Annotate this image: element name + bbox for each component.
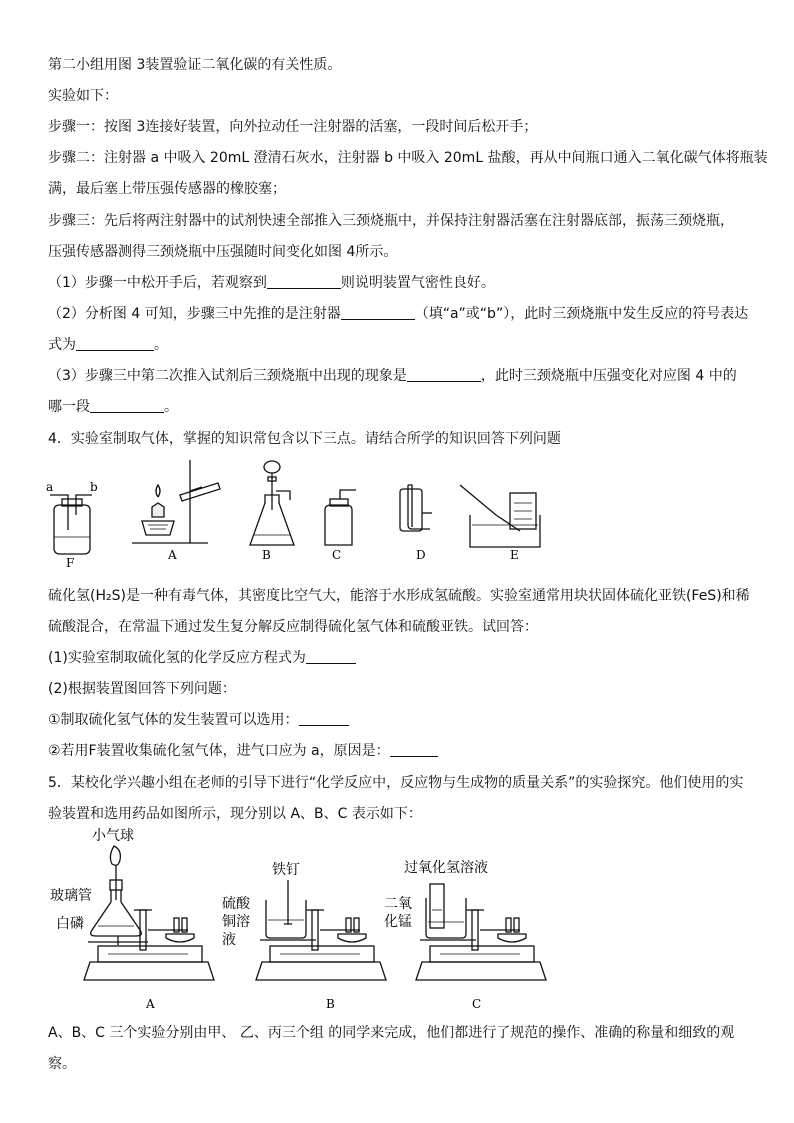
q1-answer-blank[interactable] xyxy=(267,274,341,289)
q2-text-a: （2）分析图 4 可知，步骤三中先推的是注射器 xyxy=(48,306,341,322)
q2-answer-blank-1[interactable] xyxy=(341,305,415,320)
q5-conclusion-2: 察。 xyxy=(48,1056,76,1072)
question-3-cont xyxy=(48,398,748,416)
label-glass-tube: 玻璃管 xyxy=(50,888,92,904)
balance-figure-c xyxy=(380,850,580,1020)
apparatus-a xyxy=(132,460,220,543)
q4-sub-2-1-text: ①制取硫化氢气体的发生装置可以选用： xyxy=(48,712,299,728)
question-3 xyxy=(48,367,748,385)
label-white-phosphorus: 白磷 xyxy=(56,916,84,932)
label-mno2-2: 化锰 xyxy=(384,914,412,930)
caption-b: B xyxy=(326,997,335,1011)
q3-text-a: （3）步骤三中第二次推入试剂后三颈烧瓶中出现的现象是 xyxy=(48,368,407,384)
intro-line: 第二小组用图 3装置验证二氧化碳的有关性质。 xyxy=(48,57,342,73)
caption-a: A xyxy=(146,997,155,1011)
q1-text-b: 则说明装置气密性良好。 xyxy=(340,275,495,291)
fig-label-apparatus-c: C xyxy=(332,548,342,562)
q3-text-d: 。 xyxy=(164,399,178,415)
question-2 xyxy=(48,305,748,323)
q4-sub-1-text: (1)实验室制取硫化氢的化学反应方程式为 xyxy=(48,650,306,666)
apparatus-f xyxy=(50,495,92,554)
q3-answer-blank-1[interactable] xyxy=(407,367,481,382)
q4-title: 4．实验室制取气体，掌握的知识常包含以下三点。请结合所学的知识回答下列问题 xyxy=(48,431,561,447)
q4-para-1: 硫化氢(H₂S)是一种有毒气体，其密度比空气大，能溶于水形成氢硫酸。实验室通常用块状固体硫化亚铁(FeS)和稀 xyxy=(48,588,750,604)
apparatus-e xyxy=(460,485,540,547)
step2-line-1: 步骤二：注射器 a 中吸入 20mL 澄清石灰水，注射器 b 中吸入 20mL 盐酸，再从中间瓶口通入二氧化碳气体将瓶装 xyxy=(48,150,768,166)
q2-text-c: 式为 xyxy=(48,337,76,353)
fig-label-apparatus-e: E xyxy=(510,548,519,562)
apparatus-b xyxy=(250,461,294,545)
q3-answer-blank-2[interactable] xyxy=(90,398,164,413)
step3-line-2: 压强传感器测得三颈烧瓶中压强随时间变化如图 4所示。 xyxy=(48,244,398,260)
q4-sub-2-1 xyxy=(48,711,748,729)
fig-label-apparatus-d: D xyxy=(416,548,426,562)
q4-sub-2-1-blank[interactable] xyxy=(299,711,349,726)
step1-line: 步骤一：按图 3连接好装置，向外拉动任一注射器的活塞，一段时间后松开手； xyxy=(48,119,538,135)
fig-label-apparatus-a: A xyxy=(168,548,177,562)
fig-label-b: b xyxy=(90,480,98,494)
q4-sub-2: (2)根据装置图回答下列问题： xyxy=(48,681,236,697)
q2-answer-blank-2[interactable] xyxy=(76,336,154,351)
step3-line-1: 步骤三：先后将两注射器中的试剂快速全部推入三颈烧瓶中，并保持注射器活塞在注射器底部，振荡三颈烧瓶， xyxy=(48,213,734,229)
q4-para-2: 硫酸混合，在常温下通过发生复分解反应制得硫化氢气体和硫酸亚铁。试回答： xyxy=(48,619,538,635)
question-2-cont xyxy=(48,336,748,354)
q4-sub-2-2-text: ②若用F装置收集硫化氢气体，进气口应为 a，原因是： xyxy=(48,743,390,759)
label-hydrogen-peroxide: 过氧化氢溶液 xyxy=(404,860,488,876)
q1-text-a: （1）步骤一中松开手后，若观察到 xyxy=(48,275,267,291)
q4-sub-2-2-blank[interactable] xyxy=(390,742,438,757)
q2-text-b: （填“a”或“b”），此时三颈烧瓶中发生反应的符号表达 xyxy=(414,306,749,322)
question-1 xyxy=(48,274,748,292)
q4-sub-1 xyxy=(48,649,748,667)
q3-text-c: 哪一段 xyxy=(48,399,90,415)
caption-c: C xyxy=(472,997,482,1011)
q4-sub-1-blank[interactable] xyxy=(306,649,356,664)
step2-line-2: 满，最后塞上带压强传感器的橡胶塞； xyxy=(48,181,286,197)
q2-text-d: 。 xyxy=(154,337,168,353)
label-iron-nail: 铁钉 xyxy=(272,862,300,878)
balance-figure-a xyxy=(48,830,238,1015)
q5-title-2: 验装置和选用药品如图所示，现分别以 A、B、C 表示如下： xyxy=(48,806,422,822)
label-solution-3: 液 xyxy=(222,932,236,948)
fig-label-a: a xyxy=(46,480,54,494)
apparatus-c xyxy=(325,490,356,545)
q4-sub-2-2 xyxy=(48,742,748,760)
q3-text-b: ，此时三颈烧瓶中压强变化对应图 4 中的 xyxy=(480,368,737,384)
gas-apparatus-figure xyxy=(40,455,560,570)
exp-heading: 实验如下： xyxy=(48,88,118,104)
label-solution-1: 硫酸 xyxy=(222,896,250,912)
apparatus-d xyxy=(400,485,432,531)
fig-label-apparatus-b: B xyxy=(262,548,271,562)
label-mno2-1: 二氧 xyxy=(384,896,412,912)
fig-label-f: F xyxy=(66,556,75,570)
label-solution-2: 铜溶 xyxy=(222,914,250,930)
q5-title-1: 5．某校化学兴趣小组在老师的引导下进行“化学反应中，反应物与生成物的质量关系”的实验探究。他们使用的实 xyxy=(48,775,744,791)
label-balloon: 小气球 xyxy=(92,828,134,844)
q5-conclusion-1: A、B、C 三个实验分别由甲、 乙、丙三个组 的同学来完成，他们都进行了规范的操作、准确的称量和细致的观 xyxy=(48,1025,735,1041)
